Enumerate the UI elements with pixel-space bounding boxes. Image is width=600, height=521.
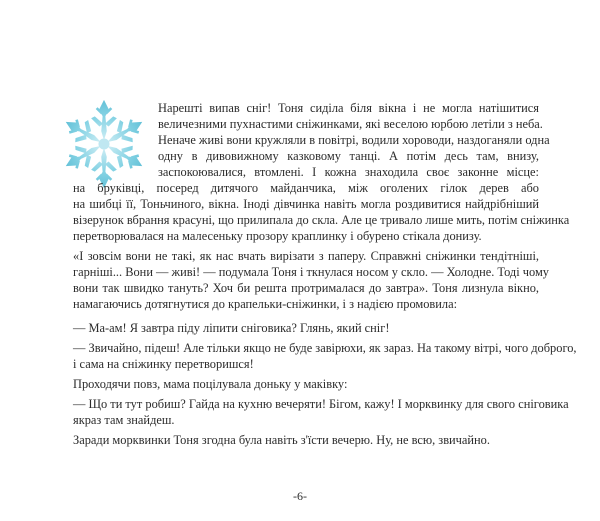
text-line: одну в дивовижному казковому танці. А потім десь там, внизу, [158, 149, 539, 163]
text-line: Проходячи повз, мама поцілувала доньку у маківку: [73, 377, 348, 391]
text-line: візерунок вбрання красуні, що прилипала до скла. Але це тривало лише мить, потім сніжинка [73, 213, 570, 227]
text-line: і сама на сніжинку перетворишся! [73, 357, 254, 371]
text-line: на бруківці, посеред дитячого майданчика, між оголених гілок дерев або [73, 181, 539, 195]
text-line: на шибці її, Тоньчиного, вікна. Іноді дівчинка навіть могла роздивитися найдрібніший [73, 197, 539, 211]
text-line: Неначе живі вони кружляли в повітрі, водили хороводи, наздоганяли одна [158, 133, 550, 147]
text-line: перетворювалася на малесеньку прозору краплинку і обурено стікала донизу. [73, 229, 482, 243]
page-number: -6- [293, 489, 307, 503]
text-line: заспокоювалися, втомлені. І кожна знаходила своє законне місце: [158, 165, 539, 179]
text-line: вони так швидко тануть? Хоч би решта протрималася до завтра». Тоня лизнула вікно, [73, 281, 539, 295]
text-line: величезними пухнастими сніжинками, які веселою юрбою летіли з неба. [158, 117, 543, 131]
text-line: — Що ти тут робиш? Гайда на кухню вечеряти! Бігом, кажу! І морквинку для свого сніговика [73, 397, 569, 411]
snowflake-icon [58, 98, 150, 190]
text-line: якраз там знайдеш. [73, 413, 175, 427]
text-line: гарніші... Вони — живі! — подумала Тоня і ткнулася носом у скло. — Холодне. Тоді чому [73, 265, 549, 279]
text-line: намагаючись дотягнутися до крапельки-сніжинки, і з надією промовила: [73, 297, 458, 311]
text-line: — Ма-ам! Я завтра піду ліпити сніговика? Глянь, який сніг! [73, 321, 390, 335]
text-line: «І зовсім вони не такі, як нас вчать вирізати з паперу. Справжні сніжинки тендітніші, [73, 249, 539, 263]
text-line: Нарешті випав сніг! Тоня сиділа біля вікна і не могла натішитися [158, 101, 539, 115]
text-line: Заради морквинки Тоня згодна була навіть з'їсти вечерю. Ну, не всю, звичайно. [73, 433, 490, 447]
text-line: — Звичайно, підеш! Але тільки якщо не буде завірюхи, як зараз. На такому вітрі, чого доброго, [73, 341, 577, 355]
